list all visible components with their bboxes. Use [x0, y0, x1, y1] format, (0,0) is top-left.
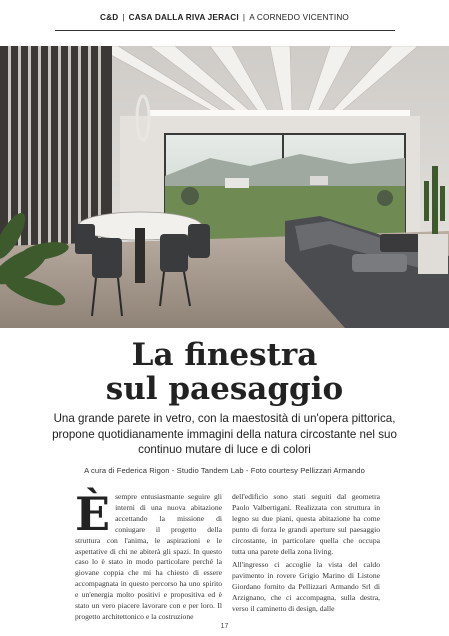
title-line-2: sul paesaggio [105, 371, 344, 407]
body-column-right [232, 492, 380, 618]
article-title [0, 338, 449, 406]
body-paragraph: dell'edificio sono stati seguiti dal geometra Paolo Valbertigani. Realizzata con struttura in legno su due piani, questa abitazione ha come punto di forza le grandi aperture sul paesaggio circostante, in particolare quella che occupa tutta una parete della zona living. [232, 492, 380, 556]
article-credits: A cura di Federica Rigon - Studio Tandem Lab - Foto courtesy Pellizzari Armando [84, 466, 365, 475]
body-column-left [75, 487, 222, 623]
header-rule [55, 30, 395, 31]
living-room-illustration [0, 46, 449, 328]
header-separator: | [122, 13, 125, 22]
interior-photo [0, 46, 449, 328]
body-text-left: sempre entusiasmante seguire gli interni di una nuova abitazione accettando la missione di coniugare il progetto della struttura con l'anima, le aspirazioni e le aspettative di chi ne abiterà gli spazi. In questo caso lo è stato in modo particolare perché la giovane coppia che mi ha chiesto di essere accompagnata in questo percorso ha uno spirito e un'energia molto positivi e propositiva ed è stato un vero piacere lavorare con e per loro. Il progetto architettonico e la costruzione [75, 492, 222, 621]
body-paragraph: All'ingresso ci accoglie la vista del caldo pavimento in rovere Grigio Marino di Listone Giordano fornito da Pellizzari Armando Srl di Arzignano, che ci accompagna, sulla destra, verso il caminetto di design, dalle [232, 560, 380, 614]
running-header [0, 13, 449, 22]
header-location: A CORNEDO VICENTINO [249, 13, 350, 22]
article-subtitle: Una grande parete in vetro, con la maestosità di un'opera pittorica, propone quotidianamente immagini della natura circostante nel suo continuo mutare di luce e di colori [52, 412, 397, 456]
title-line-1: La finestra [131, 337, 318, 373]
page-number: 17 [220, 623, 229, 630]
header-project: CASA DALLA RIVA JERACI [128, 13, 239, 22]
drop-cap: È [75, 487, 111, 541]
header-brand: C&D [99, 13, 119, 22]
header-separator: | [242, 13, 246, 22]
